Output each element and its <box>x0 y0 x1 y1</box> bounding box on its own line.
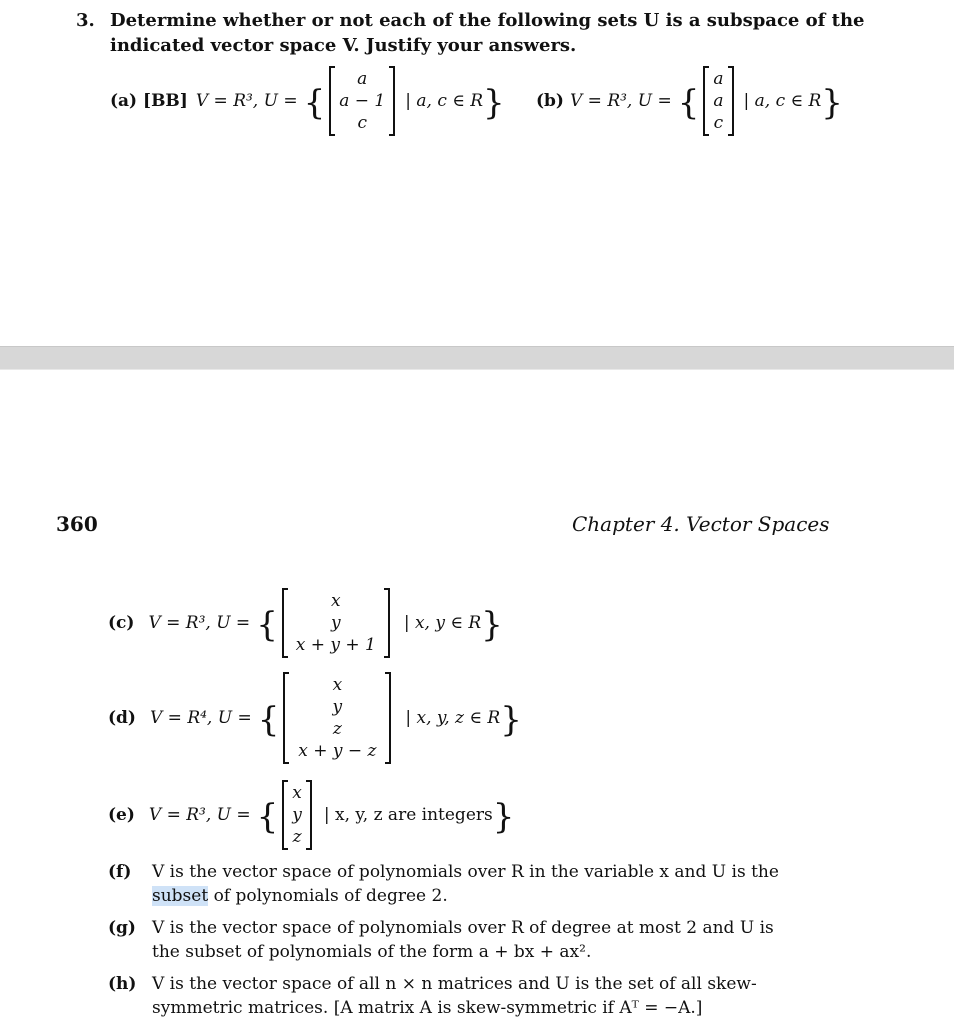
part-e-lhs: V = R³, U = <box>148 805 251 826</box>
part-c-lhs: V = R³, U = <box>148 613 251 634</box>
part-d-lhs: V = R⁴, U = <box>149 708 252 729</box>
part-f-highlighted-word[interactable]: subset <box>152 886 209 906</box>
part-e-close-brace: } <box>492 797 515 838</box>
part-g-label: (g) <box>108 918 136 938</box>
part-e-entry-1: x <box>292 783 302 803</box>
part-e-vector <box>282 780 312 850</box>
part-a-entry-1: a <box>357 69 368 89</box>
part-c <box>108 588 503 658</box>
part-b-lhs: V = R³, U = <box>569 91 672 112</box>
part-h-label: (h) <box>108 974 137 994</box>
part-e-entry-2: y <box>292 805 302 826</box>
part-b-vector <box>703 66 733 136</box>
part-f-label: (f) <box>108 862 132 882</box>
part-a-lhs: V = R³, U = <box>195 91 298 112</box>
part-a-vector <box>329 66 395 136</box>
part-g-line1: V is the vector space of polynomials over R of degree at most 2 and U is <box>152 918 774 938</box>
part-b <box>536 66 843 136</box>
part-d-vector <box>283 672 391 764</box>
part-b-condition: | a, c ∈ R <box>743 91 822 112</box>
part-a <box>110 66 505 136</box>
part-a-entry-3: c <box>357 113 367 134</box>
part-c-entry-1: x <box>331 591 341 611</box>
part-g-line2: the subset of polynomials of the form a + bx + ax². <box>152 942 592 962</box>
part-d-open-brace: { <box>257 700 280 741</box>
part-e <box>108 780 514 850</box>
part-b-label: (b) <box>536 91 564 112</box>
part-h-line1: V is the vector space of all n × n matrices and U is the set of all skew- <box>152 974 757 994</box>
problem-statement-line2: indicated vector space V. Justify your answers. <box>110 35 577 56</box>
part-a-open-brace: { <box>303 83 326 124</box>
page-divider <box>0 346 954 370</box>
part-b-entry-1: a <box>713 69 724 89</box>
part-b-close-brace: } <box>821 83 843 124</box>
problem-statement-line1: Determine whether or not each of the following sets U is a subspace of the <box>110 10 865 31</box>
part-d-entry-3: z <box>332 719 342 740</box>
part-f-line2-rest: of polynomials of degree 2. <box>208 886 448 906</box>
part-d-entry-4: x + y − z <box>298 741 377 762</box>
part-b-open-brace: { <box>677 83 700 124</box>
part-h-line2: symmetric matrices. [A matrix A is skew-symmetric if Aᵀ = −A.] <box>152 998 703 1018</box>
part-f-line2 <box>152 886 448 906</box>
part-c-label: (c) <box>108 613 135 634</box>
part-d-close-brace: } <box>500 700 522 741</box>
part-d-label: (d) <box>108 708 136 729</box>
part-c-entry-2: y <box>331 613 341 634</box>
part-e-label: (e) <box>108 805 135 826</box>
part-c-close-brace: } <box>481 605 503 646</box>
part-e-condition: | x, y, z are integers <box>323 805 493 826</box>
part-c-entry-3: x + y + 1 <box>295 635 376 656</box>
chapter-title: Chapter 4. Vector Spaces <box>572 512 830 536</box>
part-e-entry-3: z <box>292 827 302 848</box>
part-a-close-brace: } <box>483 83 505 124</box>
part-c-vector <box>282 588 390 658</box>
page-number: 360 <box>56 512 98 536</box>
part-f-line1: V is the vector space of polynomials over R in the variable x and U is the <box>152 862 779 882</box>
part-d-entry-2: y <box>332 697 343 718</box>
part-d-condition: | x, y, z ∈ R <box>405 708 501 729</box>
part-b-entry-2: a <box>713 91 724 112</box>
part-a-condition: | a, c ∈ R <box>405 91 484 112</box>
part-c-condition: | x, y ∈ R <box>403 613 482 634</box>
part-d-entry-1: x <box>332 675 343 695</box>
part-e-open-brace: { <box>256 797 279 838</box>
problem-number: 3. <box>76 10 95 31</box>
part-b-entry-3: c <box>713 113 724 134</box>
part-c-open-brace: { <box>256 605 278 646</box>
part-a-label: (a) [BB] <box>110 91 188 112</box>
part-a-entry-2: a − 1 <box>339 91 386 112</box>
part-d <box>108 672 522 764</box>
